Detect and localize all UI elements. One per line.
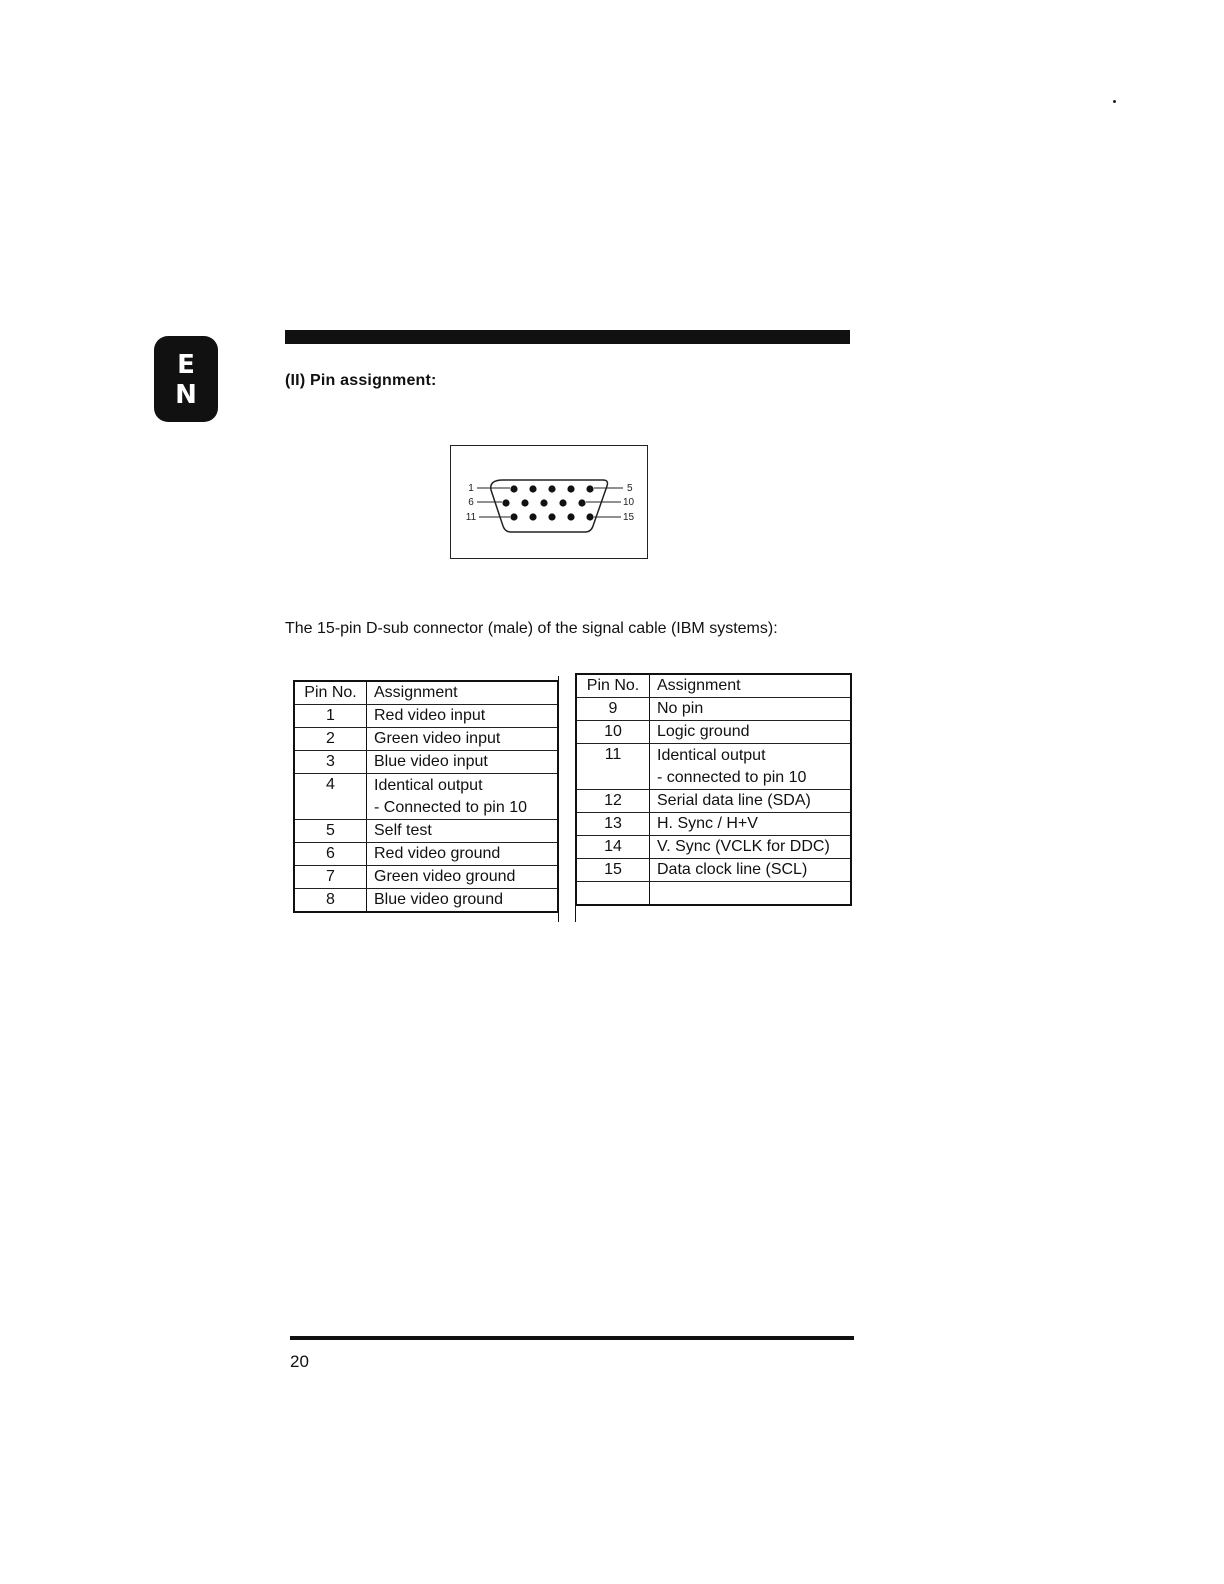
pin-number: 14: [576, 836, 650, 859]
header-pin-no: Pin No.: [294, 681, 367, 705]
page-number: 20: [290, 1352, 309, 1371]
pin-assignment: Logic ground: [650, 721, 852, 744]
table-row: [294, 889, 558, 913]
pin-number: 9: [576, 698, 650, 721]
connector-diagram: [450, 445, 648, 559]
pin-label-5: 5: [627, 483, 633, 494]
header-assignment: Assignment: [650, 674, 852, 698]
pin-number: 10: [576, 721, 650, 744]
pin-assignment: Red video input: [367, 705, 559, 728]
pin-number: 5: [294, 820, 367, 843]
table-row: [294, 774, 558, 820]
table-row: [294, 866, 558, 889]
table-row-empty: [576, 882, 851, 906]
pin-label-1: 1: [468, 483, 474, 494]
pin-number: 8: [294, 889, 367, 913]
pin-label-6: 6: [468, 497, 474, 508]
table-row: [294, 751, 558, 774]
pin-assignment: Blue video ground: [367, 889, 559, 913]
footer-rule: [290, 1336, 854, 1340]
pin-assignment: Green video ground: [367, 866, 559, 889]
pin-table-right: [575, 673, 852, 906]
language-letter-1: E: [177, 350, 195, 380]
pin-number: 12: [576, 790, 650, 813]
table-row: [576, 721, 851, 744]
pin-assignment: H. Sync / H+V: [650, 813, 852, 836]
pin-assignment: Data clock line (SCL): [650, 859, 852, 882]
scan-speck: [1113, 100, 1116, 103]
pin-number: 11: [576, 744, 650, 790]
pin-number: [576, 882, 650, 906]
pin-number: 4: [294, 774, 367, 820]
table-header-row: [294, 681, 558, 705]
table-row: [576, 836, 851, 859]
pin-assignment: No pin: [650, 698, 852, 721]
table-row: [294, 705, 558, 728]
language-tab: [154, 336, 218, 422]
pin-number: 15: [576, 859, 650, 882]
pin-number: 3: [294, 751, 367, 774]
section-heading: (II) Pin assignment:: [285, 372, 437, 389]
pin-number: 2: [294, 728, 367, 751]
connector-caption: The 15-pin D-sub connector (male) of the signal cable (IBM systems):: [285, 620, 778, 637]
pin-assignment: [650, 744, 852, 790]
assignment-line: Identical output: [374, 777, 483, 794]
assignment-note: - connected to pin 10: [657, 769, 807, 786]
pin-assignment: Green video input: [367, 728, 559, 751]
pin-label-10: 10: [623, 497, 635, 508]
table-row: [576, 859, 851, 882]
table-header-row: [576, 674, 851, 698]
pin-assignment: V. Sync (VCLK for DDC): [650, 836, 852, 859]
pin-number: 6: [294, 843, 367, 866]
pin-assignment: Serial data line (SDA): [650, 790, 852, 813]
pin-assignment: Red video ground: [367, 843, 559, 866]
table-row: [576, 790, 851, 813]
table-row: [576, 744, 851, 790]
table-row: [294, 843, 558, 866]
table-row: [294, 820, 558, 843]
pin-table-left: [293, 680, 559, 913]
d-sub-connector-icon: [451, 446, 649, 560]
pin-assignment: Self test: [367, 820, 559, 843]
pin-assignment: [650, 882, 852, 906]
table-divider: [558, 676, 576, 922]
assignment-line: Identical output: [657, 747, 766, 764]
pin-number: 13: [576, 813, 650, 836]
header-pin-no: Pin No.: [576, 674, 650, 698]
header-assignment: Assignment: [367, 681, 559, 705]
assignment-note: - Connected to pin 10: [374, 799, 527, 816]
pin-assignment: [367, 774, 559, 820]
pin-number: 1: [294, 705, 367, 728]
table-row: [576, 813, 851, 836]
table-row: [576, 698, 851, 721]
pin-label-11: 11: [465, 512, 477, 523]
pin-assignment: Blue video input: [367, 751, 559, 774]
table-row: [294, 728, 558, 751]
pin-label-15: 15: [623, 512, 635, 523]
pin-number: 7: [294, 866, 367, 889]
language-letter-2: N: [175, 380, 197, 410]
section-top-rule: [285, 330, 850, 344]
